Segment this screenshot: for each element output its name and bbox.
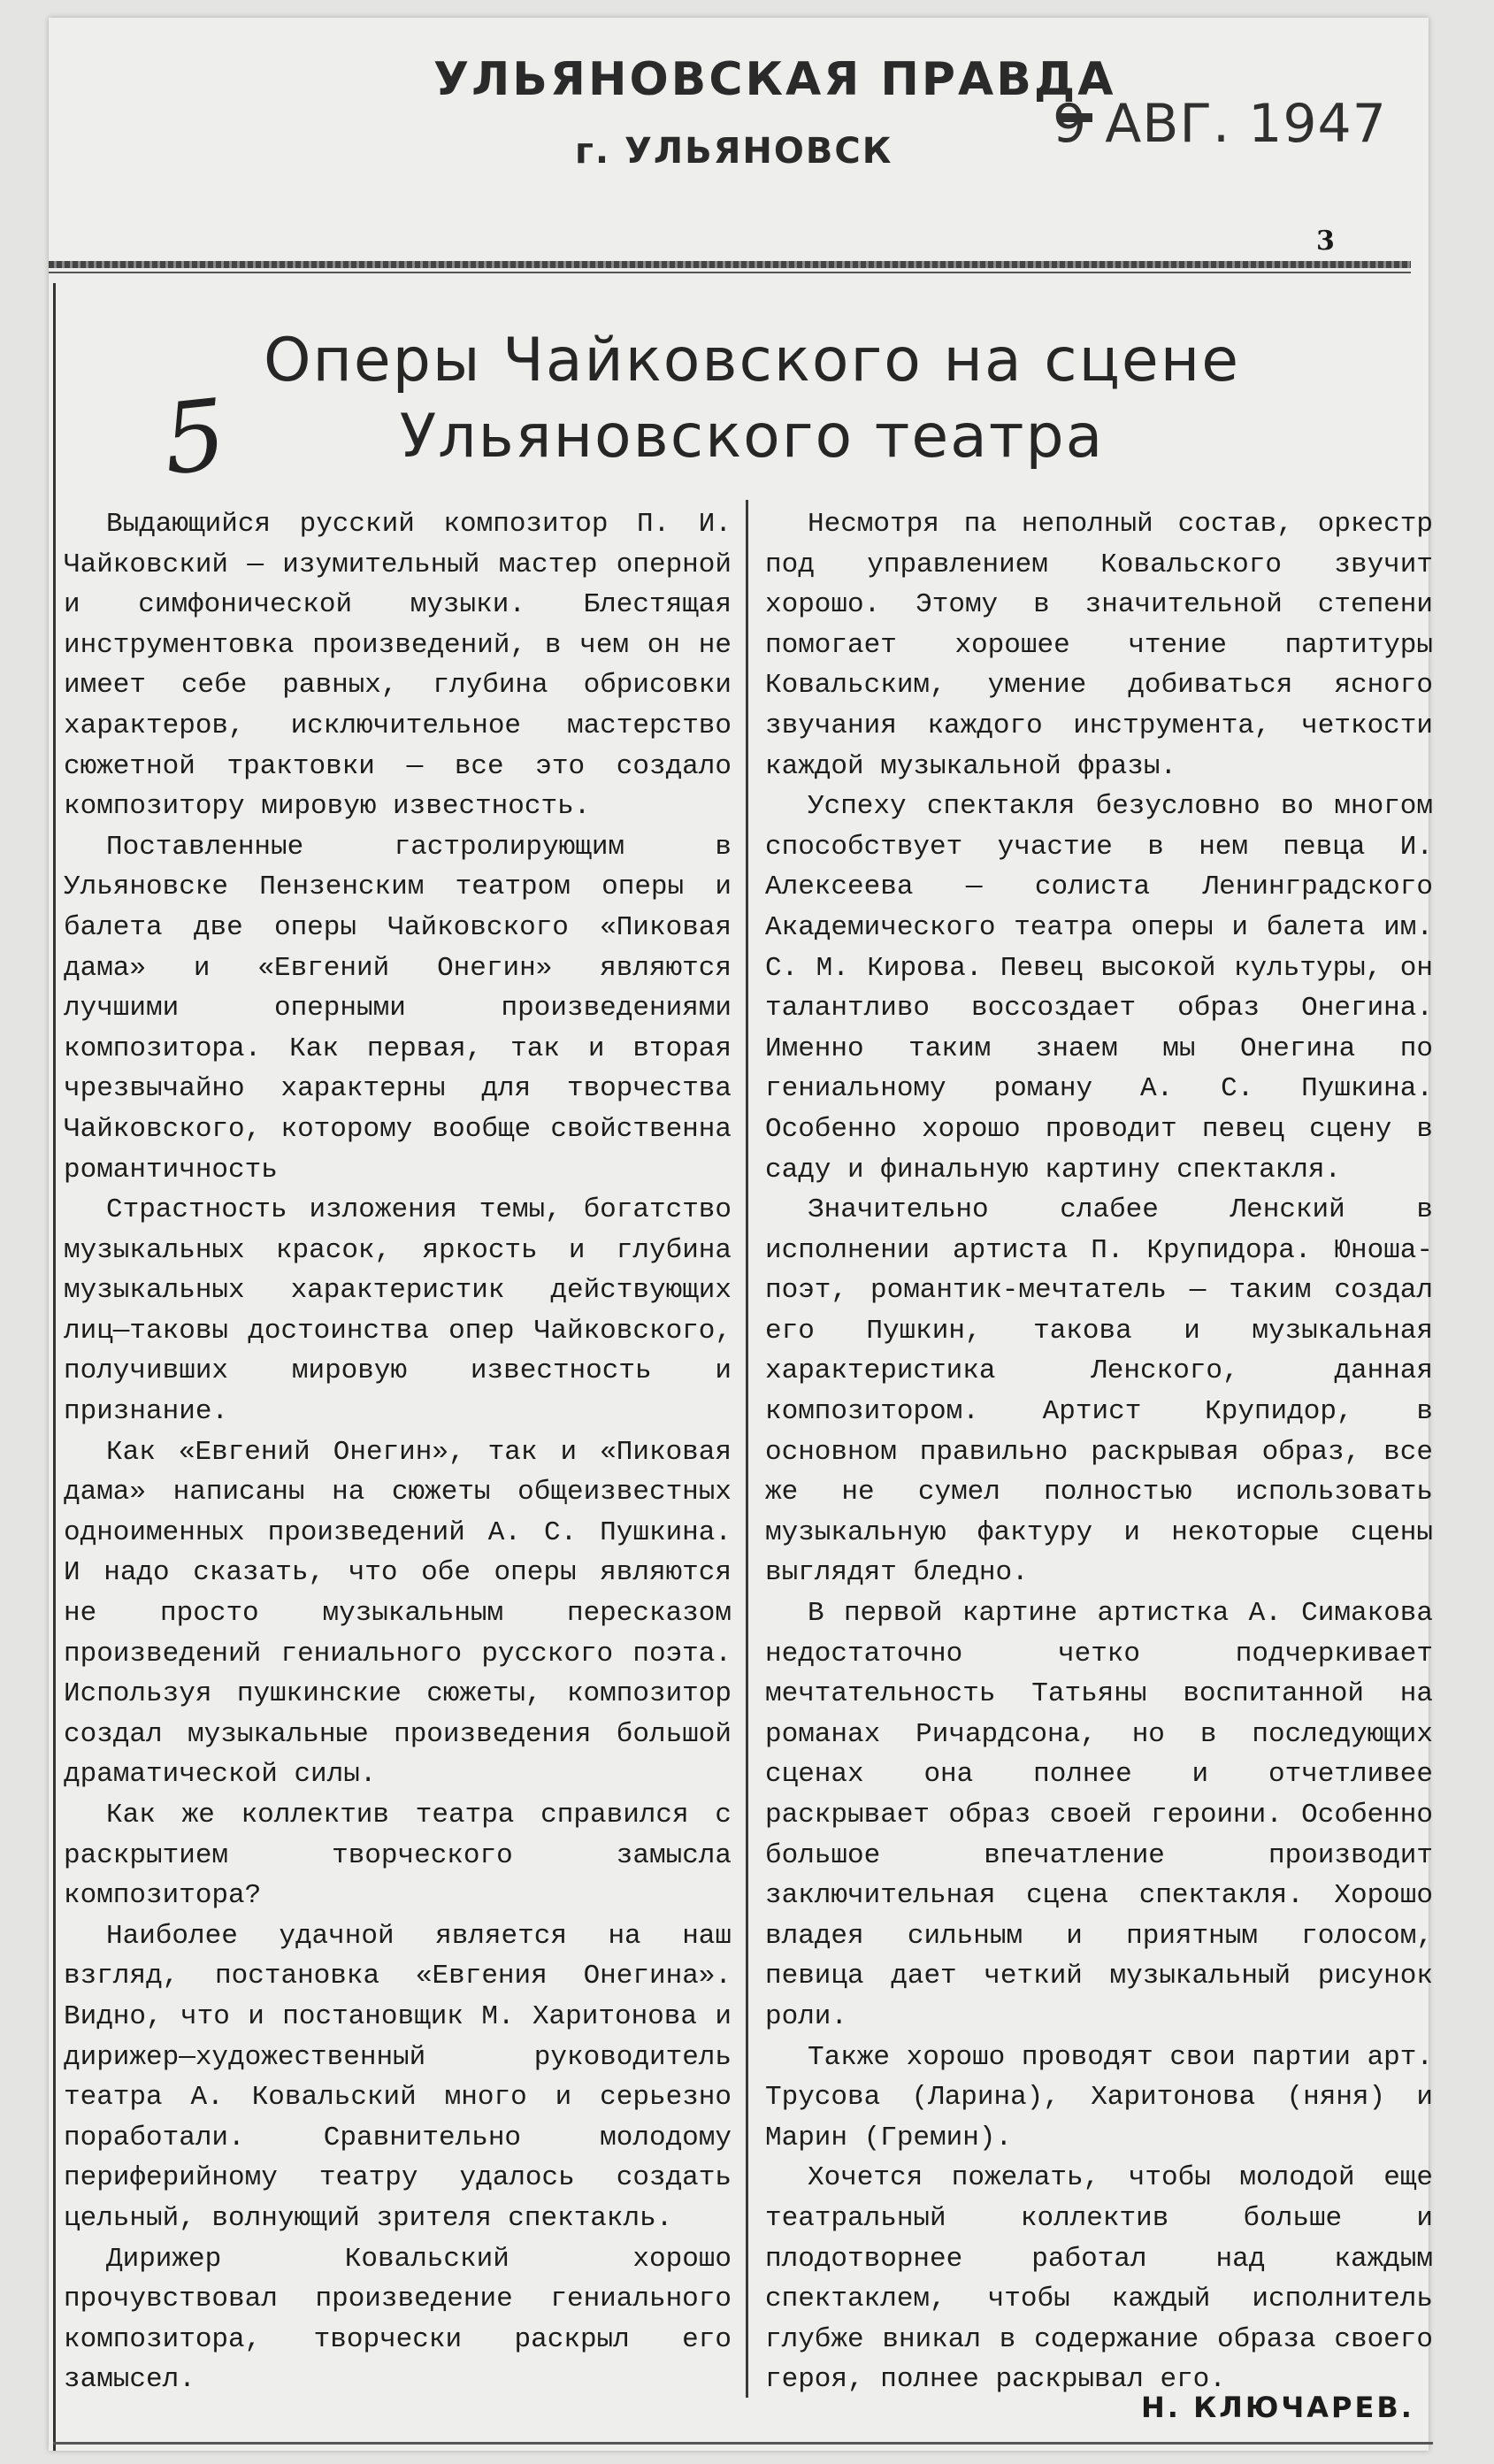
paragraph: Как «Евгений Онегин», так и «Пиковая дама» написаны на сюжеты общеизвестных одноименных произведений А. С. Пушкина. И надо сказать, что обе оперы являются не просто музыкальным пересказом произведений гениального русского поэта. Используя пушкинские сюжеты, композитор создал музыкальные произведения большой драматической силы.	[64, 1436, 732, 1791]
article-column-left	[64, 504, 732, 2400]
paragraph: Выдающийся русский композитор П. И. Чайковский — изумительный мастер оперной и симфонической музыки. Блестящая инструментовка произведений, в чем он не имеет себе равных, глубина обрисовки характеров, исключительное мастерство сюжетной трактовки — все это создало композитору мировую известность.	[64, 509, 732, 823]
handwritten-mark: 5	[157, 377, 232, 497]
masthead-city: г. УЛЬЯНОВСК	[575, 131, 893, 172]
author-signature: Н. КЛЮЧАРЕВ.	[1141, 2391, 1414, 2424]
paragraph: Успеху спектакля безусловно во многом способствует участие в нем певца И. Алексеева — солиста Ленинградского Академического театра оперы и балета им. С. М. Кирова. Певец высокой культуры, он талантливо воссоздает образ Онегина. Именно таким знаем мы Онегина по гениальному роману А. С. Пушкина. Особенно хорошо проводит певец сцену в саду и финальную картину спектакля.	[765, 791, 1433, 1186]
paragraph: Как же коллектив театра справился с раскрытием творческого замысла композитора?	[64, 1800, 732, 1912]
article-column-right	[765, 504, 1433, 2400]
article-headline	[133, 323, 1371, 475]
paragraph: Хочется пожелать, чтобы молодой еще театральный коллектив больше и плодотворнее работал над каждым спектаклем, чтобы каждый исполнитель глубже вникал в содержание образа своего героя, полнее раскрывал его.	[765, 2162, 1433, 2396]
headline-line-1: Оперы Чайковского на сцене	[263, 326, 1241, 395]
header-rule	[49, 261, 1411, 268]
newspaper-masthead: УЛЬЯНОВСКАЯ ПРАВДА	[433, 53, 1116, 106]
paragraph: Наиболее удачной является на наш взгляд, постановка «Евгения Онегина». Видно, что и постановщик М. Харитонова и дирижер—художественный руководитель театра А. Ковальский много и серьезно поработали. Сравнительно молодому периферийному театру удалось создать цельный, волнующий зрителя спектакль.	[64, 1920, 732, 2234]
paragraph: В первой картине артистка А. Симакова недостаточно четко подчеркивает мечтательность Татьяны воспитанной на романах Ричардсона, но в последующих сценах она полнее и отчетливее раскрывает образ своей героини. Особенно большое впечатление производит заключительная сцена спектакля. Хорошо владея сильным и приятным голосом, певица дает четкий музыкальный рисунок роли.	[765, 1598, 1433, 2032]
footer-rule	[53, 2442, 1433, 2445]
date-stamp: 9 АВГ. 1947	[1053, 93, 1387, 155]
paragraph: Поставленные гастролирующим в Ульяновске Пензенским театром оперы и балета две оперы Чайковского «Пиковая дама» и «Евгений Онегин» являются лучшими оперными произведениями композитора. Как первая, так и вторая чрезвычайно характерны для творчества Чайковского, которому вообще свойственна романтичность	[64, 831, 732, 1186]
paragraph: Страстность изложения темы, богатство музыкальных красок, яркость и глубина музыкальных характеристик действующих лиц—таковы достоинства опер Чайковского, получивших мировую известность и признание.	[64, 1194, 732, 1428]
paragraph: Дирижер Ковальский хорошо прочувствовал произведение гениального композитора, творчески раскрыл его замысел.	[64, 2243, 732, 2396]
paragraph: Несмотря па неполный состав, оркестр под управлением Ковальского звучит хорошо. Этому в значительной степени помогает хорошее чтение партитуры Ковальским, умение добиваться ясного звучания каждого инструмента, четкости каждой музыкальной фразы.	[765, 509, 1433, 782]
paragraph: Значительно слабее Ленский в исполнении артиста П. Крупидора. Юноша-поэт, романтик-мечтатель — таким создал его Пушкин, такова и музыкальная характеристика Ленского, данная композитором. Артист Крупидор, в основном правильно раскрывая образ, все же не сумел полностью использовать музыкальную фактуру и некоторые сцены выглядят бледно.	[765, 1194, 1433, 1589]
page-number: 3	[1316, 226, 1335, 257]
header-rule-thin	[49, 272, 1411, 273]
paragraph: Также хорошо проводят свои партии арт. Трусова (Ларина), Харитонова (няня) и Марин (Гремин).	[765, 2041, 1433, 2153]
column-divider	[746, 500, 748, 2398]
headline-line-2: Ульяновского театра	[399, 402, 1105, 472]
